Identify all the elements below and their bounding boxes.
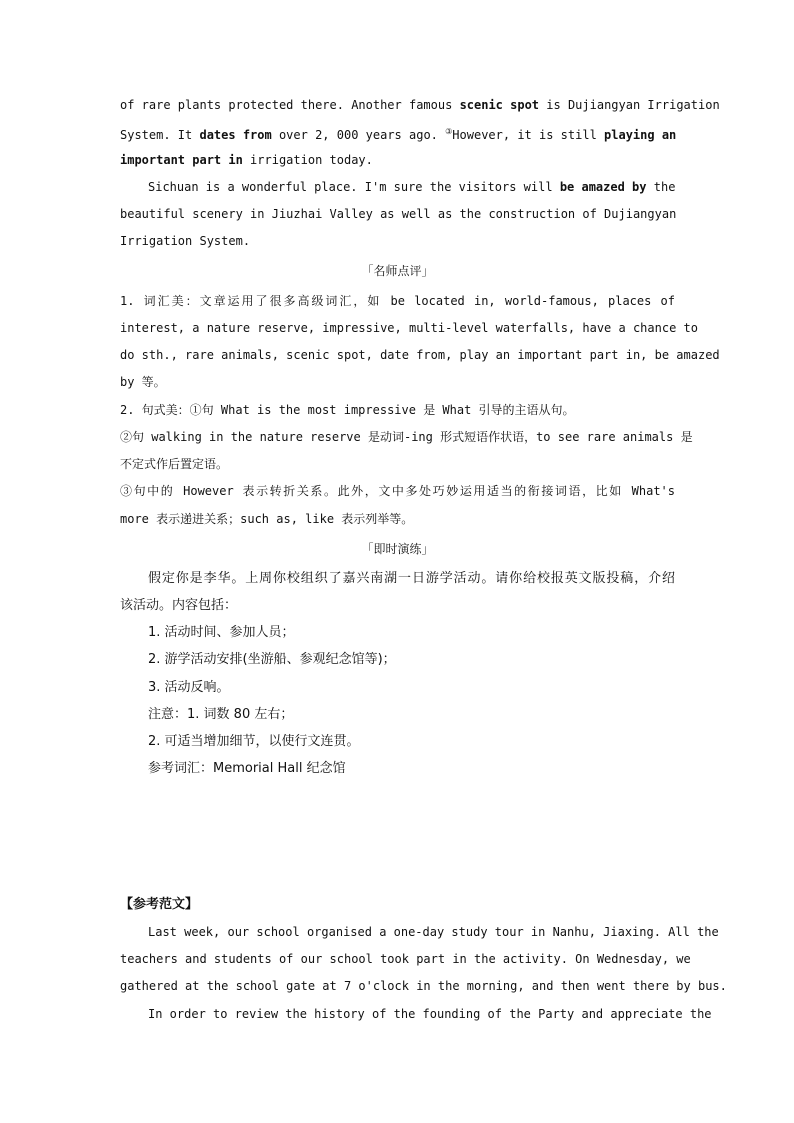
review-line: more 表示递进关系；such as, like 表示列举等。 [120,512,414,526]
body-line: of rare plants protected there. Another famous scenic spot is Dujiangyan Irrigation [120,98,720,112]
review-line: do sth., rare animals, scenic spot, date from, play an important part in, be amazed [120,348,720,362]
task-note: 2. 可适当增加细节，以使行文连贯。 [148,734,360,749]
key-phrase: scenic spot [459,98,540,112]
review-line: interest, a nature reserve, impressive, multi-level waterfalls, have a chance to [120,321,698,335]
task-line: 假定你是李华。上周你校组织了嘉兴南湖一日游学活动。请你给校报英文版投稿，介绍 [148,571,675,586]
review-line: 2. 句式美：①句 What is the most impressive 是 What 引导的主语从句。 [120,403,575,417]
task-note: 注意：1. 词数 80 左右； [148,707,294,722]
sample-line: teachers and students of our school took part in the activity. On Wednesday, we [120,952,691,966]
key-phrase: playing an [604,128,677,142]
key-phrase: be amazed by [559,180,647,194]
body-line: Irrigation System. [120,234,251,248]
review-line: 1. 词汇美：文章运用了很多高级词汇，如 be located in, world-famous, places of [120,294,675,308]
body-line: Sichuan is a wonderful place. I'm sure the visitors will be amazed by the [148,180,676,194]
task-item: 1. 活动时间、参加人员； [148,625,295,640]
circled-number-3: ③ [445,127,453,136]
review-line: 不定式作后置定语。 [120,457,229,471]
task-item: 2. 游学活动安排(坐游船、参观纪念馆等)； [148,652,396,667]
sample-line: gathered at the school gate at 7 o'clock in the morning, and then went there by bus. [120,979,727,993]
section-heading-practice: 「即时演练」 [361,542,434,556]
sample-line: Last week, our school organised a one-day study tour in Nanhu, Jiaxing. All the [148,925,719,939]
review-line: ③句中的 However 表示转折关系。此外，文中多处巧妙运用适当的衔接词语，比如 What's [120,484,675,498]
body-line: beautiful scenery in Jiuzhai Valley as well as the construction of Dujiangyan [120,207,677,221]
body-line: important part in irrigation today. [120,153,373,167]
review-line: by 等。 [120,375,166,389]
section-heading-sample: 【参考范文】 [120,897,199,912]
review-line: ②句 walking in the nature reserve 是动词-ing 形式短语作状语，to see rare animals 是 [120,430,693,444]
section-heading-review: 「名师点评」 [361,264,434,278]
task-line: 该活动。内容包括： [120,598,238,613]
task-note: 参考词汇：Memorial Hall 纪念馆 [148,761,346,776]
sample-line: In order to review the history of the founding of the Party and appreciate the [148,1007,712,1021]
task-item: 3. 活动反响。 [148,680,230,695]
key-phrase: important part in [120,153,243,167]
body-line: System. It dates from over 2, 000 years ago. ③However, it is still playing an [120,127,677,142]
key-phrase: dates from [199,128,272,142]
